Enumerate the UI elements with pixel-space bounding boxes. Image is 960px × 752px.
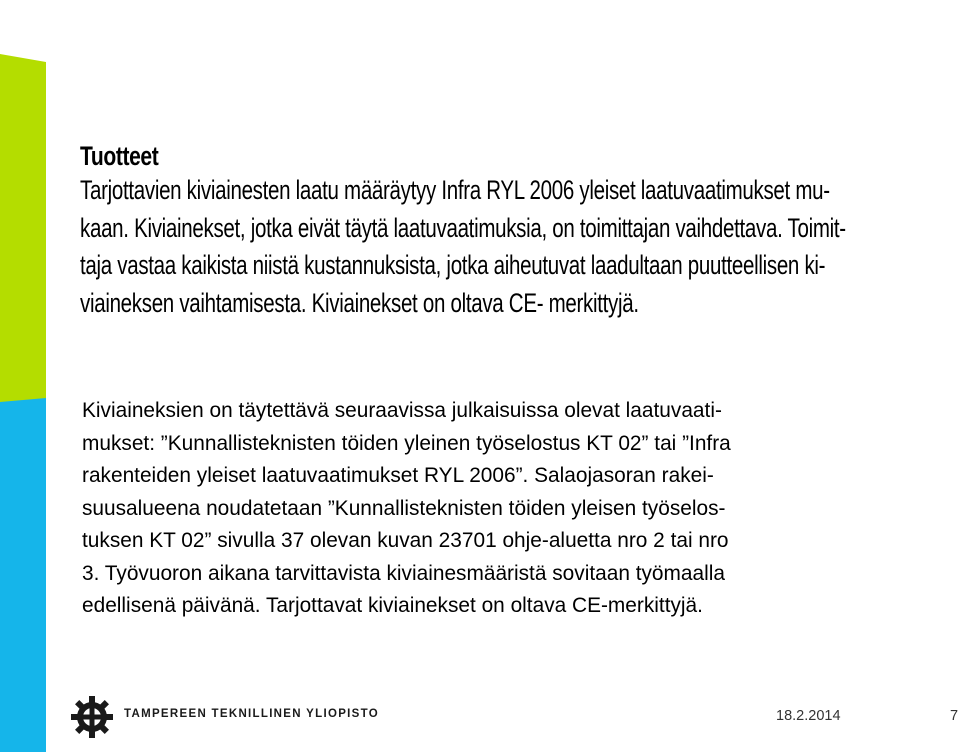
- paragraph-1-line: taja vastaa kaikista niistä kustannuksista, jotka aiheutuvat laadultaan puutteellisen ki-: [80, 250, 826, 280]
- paragraph-1: [80, 172, 950, 322]
- section-title: Tuotteet: [80, 141, 159, 171]
- paragraph-2-line: Kiviaineksien on täytettävä seuraavissa julkaisuissa olevat laatuvaati-: [82, 398, 722, 422]
- paragraph-2-line: 3. Työvuoron aikana tarvittavista kiviainesmääristä sovitaan työmaalla: [82, 560, 725, 585]
- paragraph-2-line: edellisenä päivänä. Tarjottavat kiviainekset on oltava CE-merkittyjä.: [82, 593, 703, 617]
- scanned-text-block: [80, 140, 950, 322]
- paragraph-1-line: Tarjottavien kiviainesten laatu määräytyy Infra RYL 2006 yleiset laatuvaatimukset mu-: [80, 175, 830, 205]
- university-logo-icon: [68, 693, 116, 741]
- logo-text: TAMPEREEN TEKNILLINEN YLIOPISTO: [124, 708, 379, 720]
- paragraph-2-line: rakenteiden yleiset laatuvaatimukset RYL 2006”. Salaojasoran rakei-: [82, 463, 714, 487]
- paragraph-2-line: tuksen KT 02” sivulla 37 olevan kuvan 23701 ohje-aluetta nro 2 tai nro: [82, 528, 729, 552]
- slide-date: 18.2.2014: [776, 708, 841, 724]
- paragraph-2-line: mukset: ”Kunnallisteknisten töiden yleinen työselostus KT 02” tai ”Infra: [82, 430, 731, 455]
- paragraph-2: [82, 394, 952, 622]
- requirements-text-block: [82, 394, 952, 622]
- paragraph-1-line: viaineksen vaihtamisesta. Kiviainekset on oltava CE- merkittyjä.: [80, 287, 639, 318]
- paragraph-2-line: suusalueena noudatetaan ”Kunnallisteknisten töiden yleisen työselos-: [82, 495, 726, 520]
- page-number: 7: [950, 708, 959, 724]
- green-accent-stripe: [0, 54, 46, 402]
- paragraph-1-line: kaan. Kiviainekset, jotka eivät täytä laatuvaatimuksia, on toimittajan vaihdettava. Toimit-: [80, 212, 846, 243]
- slide-footer: [0, 680, 960, 752]
- left-accent-bar: [0, 0, 46, 752]
